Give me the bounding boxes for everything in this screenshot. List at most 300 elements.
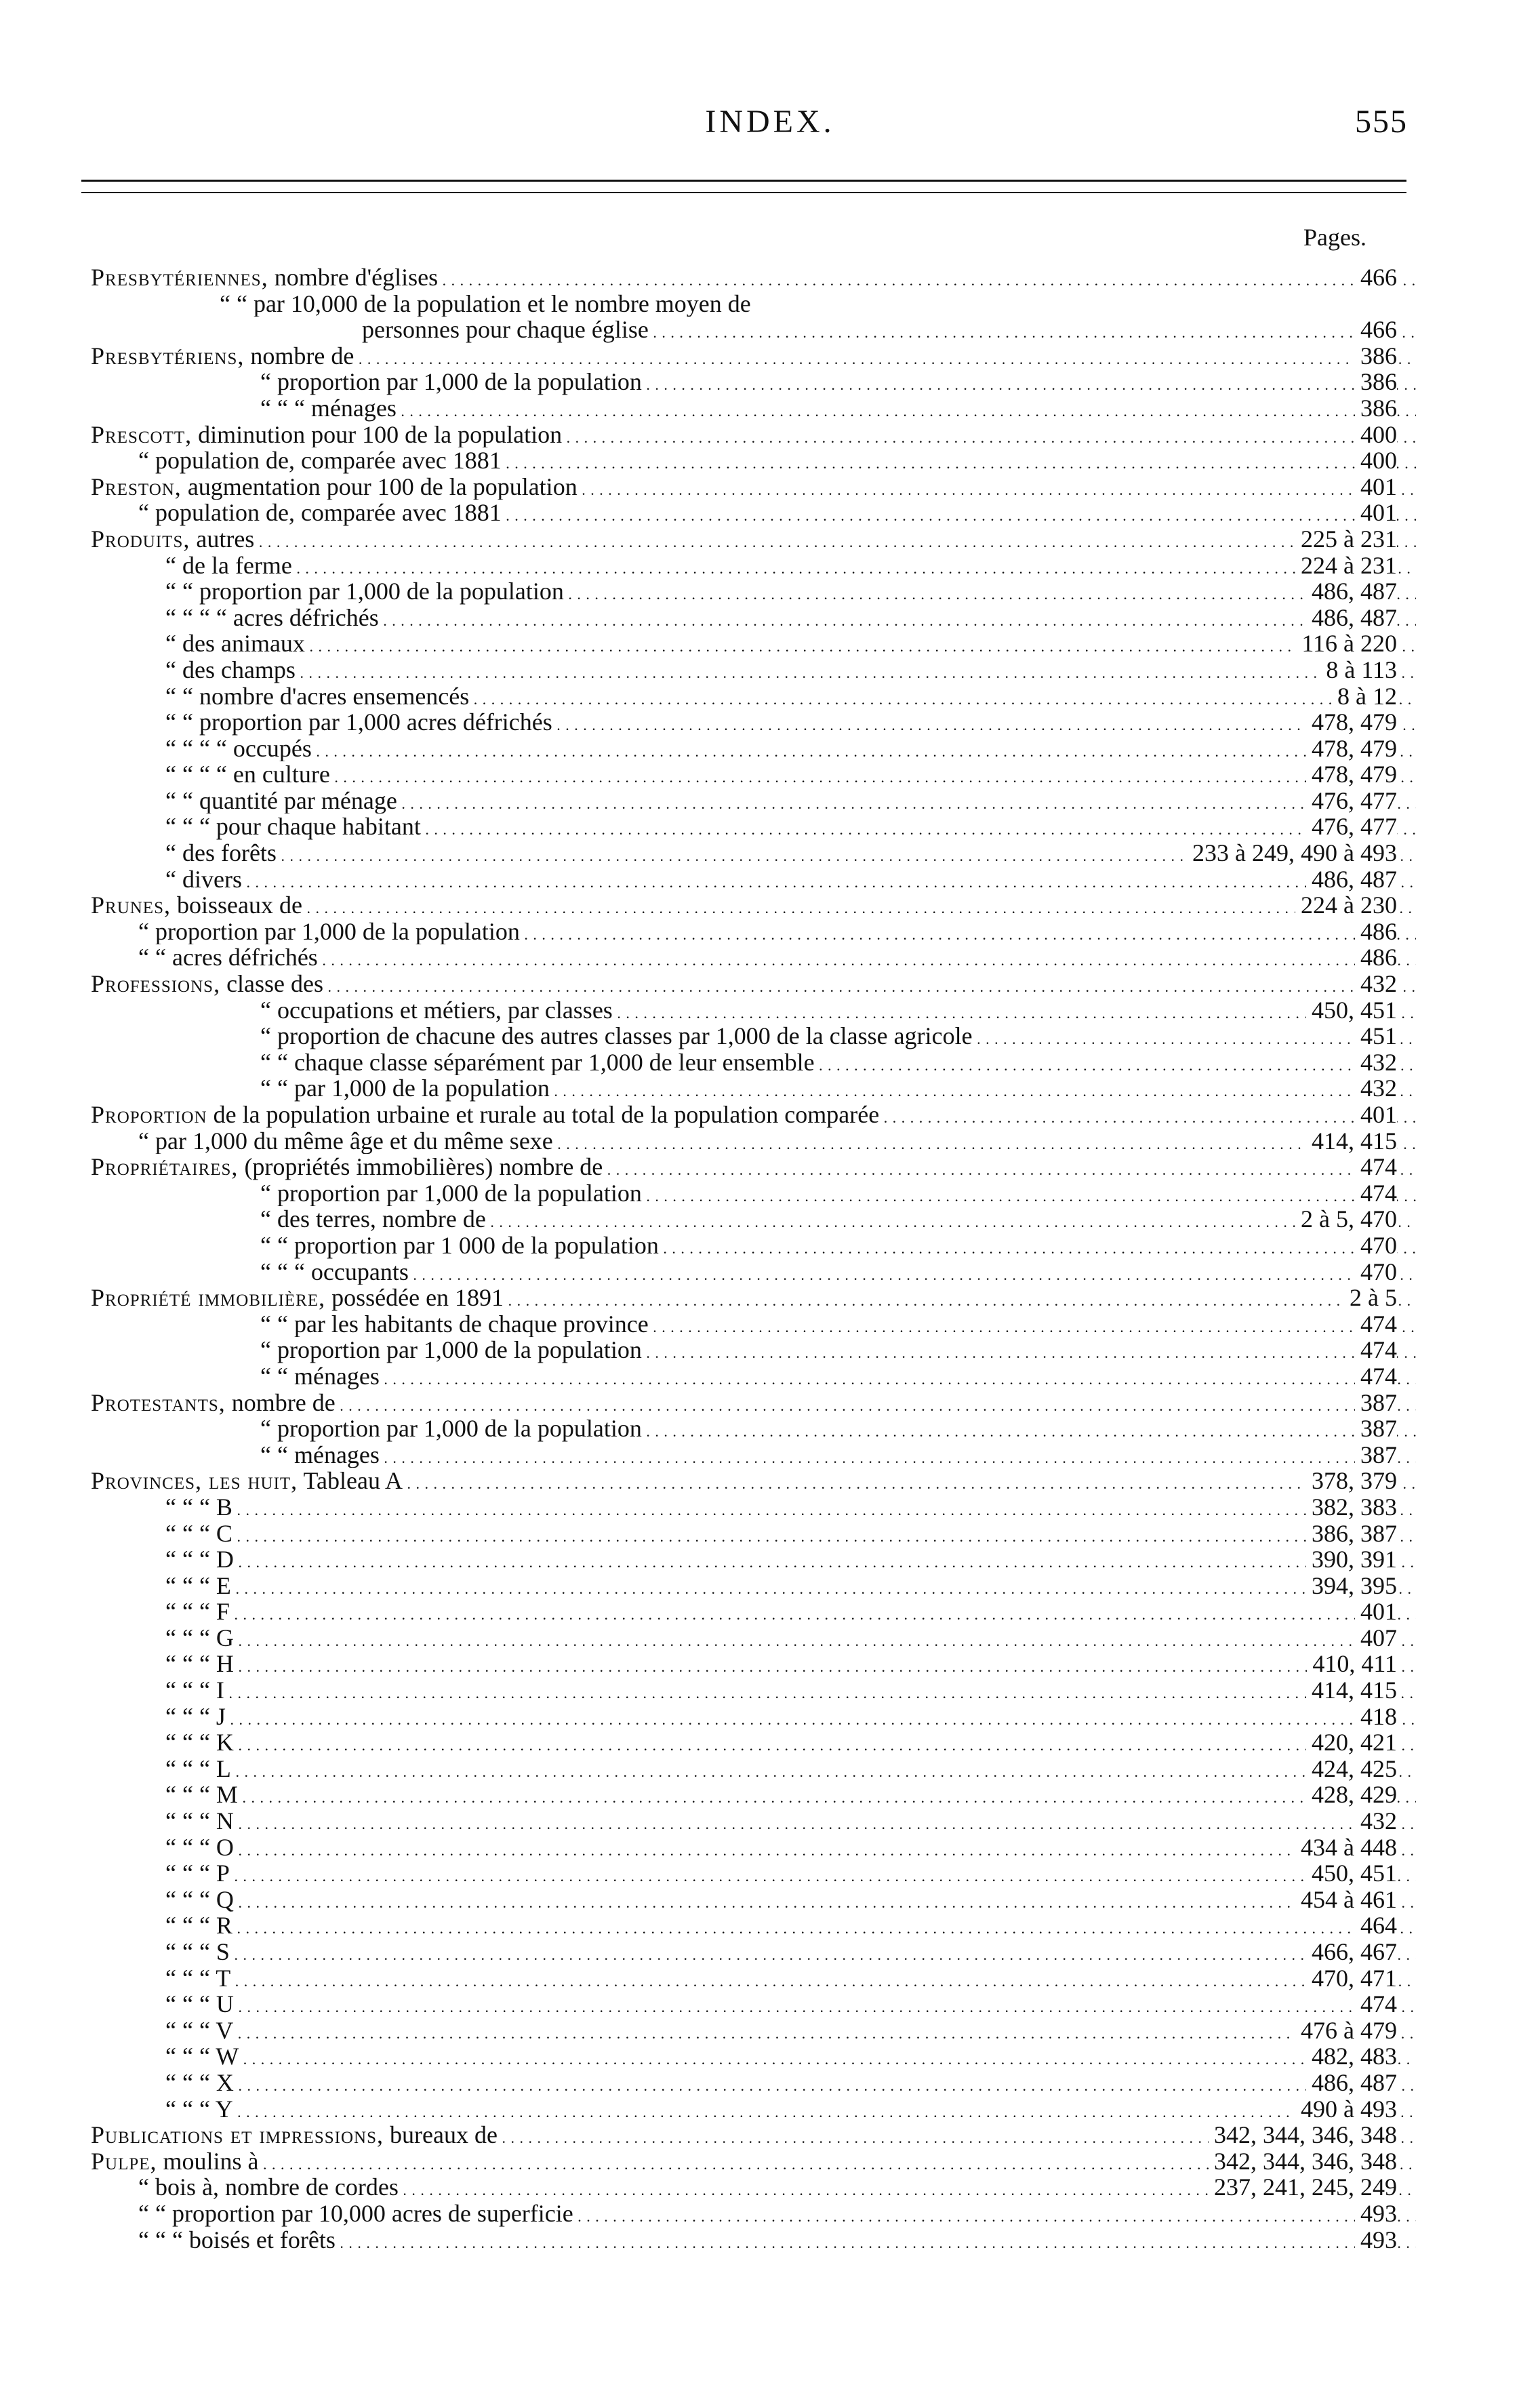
entry-subject: diminution pour 100 de la population — [198, 421, 563, 448]
entry-subject: “ “ “ occupants — [260, 1258, 409, 1285]
index-entry — [91, 2201, 1416, 2227]
entry-text-line — [91, 866, 1416, 893]
entry-text-line — [91, 1991, 1416, 2017]
index-entry — [91, 2070, 1416, 2096]
index-entry — [91, 1442, 1416, 1468]
entry-text-line — [91, 1546, 1416, 1573]
entry-text-line — [91, 1808, 1416, 1834]
index-entry — [91, 866, 1416, 893]
index-entry — [91, 814, 1416, 840]
entry-subject: “ “ chaque classe séparément par 1,000 de leur ensemble — [260, 1049, 815, 1076]
index-entry — [91, 1677, 1416, 1704]
entry-page-ref: 386, 387 — [1306, 1521, 1397, 1547]
entry-text-line — [91, 1860, 1416, 1887]
entry-page-ref: 428, 429 — [1306, 1782, 1397, 1808]
entry-heading: Prunes, — [91, 892, 171, 919]
entry-text-line — [91, 1651, 1416, 1677]
entry-subject: Tableau A — [303, 1468, 403, 1494]
entry-page-ref: 466 — [1355, 317, 1397, 343]
index-entry — [91, 578, 1416, 605]
index-entry — [91, 1049, 1416, 1076]
entry-subject: nombre de — [250, 342, 354, 369]
entry-page-ref: 401 — [1355, 474, 1397, 500]
index-entry — [91, 1494, 1416, 1521]
entry-page-ref: 478, 479 — [1306, 709, 1397, 736]
index-entry — [91, 526, 1416, 553]
entry-subject: “ des champs — [165, 656, 296, 683]
entry-page-ref: 400 — [1355, 422, 1397, 448]
entry-page-ref: 454 à 461 — [1295, 1887, 1397, 1913]
entry-text-line — [91, 2227, 1416, 2253]
entry-text-line — [91, 1704, 1416, 1730]
index-entry — [91, 343, 1416, 369]
entry-page-ref: 486, 487 — [1306, 578, 1397, 605]
entry-text-line — [91, 1573, 1416, 1599]
entry-page-ref: 493 — [1355, 2201, 1397, 2227]
entry-subject: bureaux de — [390, 2122, 498, 2148]
index-entry — [91, 1599, 1416, 1625]
index-entry — [91, 1285, 1416, 1311]
entry-subject: “ “ proportion par 1,000 de la population — [165, 578, 564, 605]
index-entry — [91, 761, 1416, 788]
entry-page-ref: 478, 479 — [1306, 761, 1397, 788]
entry-text-line — [91, 2096, 1416, 2123]
entry-text-line — [91, 1782, 1416, 1808]
entry-subject: “ proportion par 1,000 de la population — [260, 1180, 642, 1207]
entry-page-ref: 478, 479 — [1306, 736, 1397, 762]
entry-page-ref: 474 — [1355, 1180, 1397, 1207]
entry-subject: “ population de, comparée avec 1881 — [138, 500, 502, 526]
entry-subject: moulins à — [163, 2148, 259, 2175]
entry-subject: “ occupations et métiers, par classes — [260, 997, 613, 1024]
index-entry — [91, 1808, 1416, 1834]
index-entry — [91, 2122, 1416, 2148]
entry-text-line — [91, 1154, 1416, 1180]
entry-text-line — [91, 1390, 1416, 1416]
index-entry — [91, 1860, 1416, 1887]
entry-text-line — [91, 997, 1416, 1024]
entry-text-line — [91, 264, 1416, 291]
entry-text-line — [91, 1259, 1416, 1285]
index-entry — [91, 736, 1416, 762]
entry-subject: “ proportion par 1,000 de la population — [260, 1337, 642, 1363]
entry-text-line — [91, 761, 1416, 788]
entry-page-ref: 434 à 448 — [1295, 1834, 1397, 1861]
entry-text-line — [91, 422, 1416, 448]
entry-page-ref: 482, 483 — [1306, 2043, 1397, 2070]
entry-text-line — [91, 1232, 1416, 1259]
index-entry — [91, 447, 1416, 474]
entry-page-ref: 386 — [1355, 369, 1397, 395]
index-entry — [91, 1704, 1416, 1730]
index-entry — [91, 1075, 1416, 1102]
entry-text-line — [91, 578, 1416, 605]
entry-page-ref: 476, 477 — [1306, 814, 1397, 840]
entry-subject: “ “ “ Q — [165, 1886, 234, 1913]
entry-subject: “ “ ménages — [260, 1363, 380, 1390]
index-entry — [91, 2227, 1416, 2253]
index-entry — [91, 944, 1416, 971]
entry-page-ref: 486, 487 — [1306, 2070, 1397, 2096]
index-entry — [91, 1887, 1416, 1913]
entry-page-ref: 486, 487 — [1306, 866, 1397, 893]
entry-subject: (propriétés immobilières) nombre de — [244, 1154, 603, 1180]
entry-subject: “ “ “ H — [165, 1651, 234, 1678]
index-entry — [91, 1232, 1416, 1259]
entry-subject: “ bois à, nombre de cordes — [138, 2174, 399, 2201]
entry-page-ref: 470, 471 — [1306, 1965, 1397, 1992]
entry-subject: “ “ “ boisés et forêts — [138, 2226, 336, 2253]
entry-subject: “ divers — [165, 866, 242, 893]
entry-text-line — [91, 657, 1416, 683]
entry-page-ref: 464 — [1355, 1912, 1397, 1939]
entry-subject: “ “ “ O — [165, 1834, 234, 1861]
entry-subject: “ “ “ P — [165, 1860, 230, 1887]
index-entry — [91, 788, 1416, 814]
entry-page-ref: 466 — [1355, 264, 1397, 291]
entry-page-ref: 2 à 5, 470 — [1295, 1206, 1397, 1232]
entry-text-line — [91, 1102, 1416, 1128]
entry-heading: Professions, — [91, 971, 221, 997]
entry-text-line — [91, 474, 1416, 500]
entry-heading: Presbytériens, — [91, 342, 245, 369]
entry-text-line — [91, 971, 1416, 997]
index-entry — [91, 709, 1416, 736]
entry-page-ref: 424, 425 — [1306, 1756, 1397, 1782]
entry-page-ref: 414, 415 — [1306, 1128, 1397, 1155]
entry-page-ref: 432 — [1355, 1808, 1397, 1834]
index-entry — [91, 1573, 1416, 1599]
entry-subject: “ proportion par 1,000 de la population — [138, 918, 520, 945]
entry-page-ref: 342, 344, 346, 348 — [1209, 2122, 1397, 2148]
entry-text-line — [91, 630, 1416, 657]
entry-subject: “ des animaux — [165, 630, 305, 657]
pages-column-heading: Pages. — [1303, 224, 1366, 251]
index-list — [91, 264, 1416, 2253]
entry-heading: Propriété immobilière, — [91, 1285, 326, 1311]
index-entry — [91, 1468, 1416, 1494]
entry-page-ref: 400 — [1355, 447, 1397, 474]
index-entry — [91, 1390, 1416, 1416]
entry-page-ref: 116 à 220 — [1296, 630, 1397, 657]
entry-subject: “ “ “ S — [165, 1939, 230, 1965]
entry-text-line — [91, 788, 1416, 814]
entry-text-line — [91, 1677, 1416, 1704]
index-entry — [91, 1965, 1416, 1992]
entry-heading: Propriétaires, — [91, 1154, 239, 1180]
entry-heading: Proportion — [91, 1102, 207, 1128]
entry-page-ref: 224 à 231 — [1295, 553, 1397, 579]
entry-subject: “ “ “ pour chaque habitant — [165, 814, 421, 841]
entry-subject: nombre de — [231, 1389, 336, 1416]
entry-page-ref: 451 — [1355, 1023, 1397, 1049]
index-entry — [91, 2174, 1416, 2201]
entry-text-line — [91, 447, 1416, 474]
index-entry — [91, 369, 1416, 395]
index-entry — [91, 1991, 1416, 2017]
entry-text-line — [91, 1442, 1416, 1468]
index-entry — [91, 1206, 1416, 1232]
index-entry — [91, 1521, 1416, 1547]
index-entry — [91, 553, 1416, 579]
entry-subject: “ “ “ X — [165, 2069, 234, 2096]
entry-page-ref: 386 — [1355, 395, 1397, 422]
entry-page-ref: 450, 451 — [1306, 997, 1397, 1024]
entry-page-ref: 387 — [1355, 1442, 1397, 1468]
entry-page-ref: 474 — [1355, 1363, 1397, 1390]
entry-page-ref: 2 à 5 — [1344, 1285, 1397, 1311]
entry-text-line — [91, 2043, 1416, 2070]
entry-text-line — [91, 343, 1416, 369]
index-entry — [91, 630, 1416, 657]
entry-subject: “ “ “ E — [165, 1572, 231, 1599]
entry-page-ref: 8 à 113 — [1320, 657, 1397, 683]
entry-subject: “ “ “ U — [165, 1991, 234, 2017]
entry-text-line — [91, 1337, 1416, 1363]
index-entry — [91, 474, 1416, 500]
entry-text-line — [91, 553, 1416, 579]
index-entry — [91, 500, 1416, 526]
index-entry — [91, 1912, 1416, 1939]
entry-page-ref: 476, 477 — [1306, 788, 1397, 814]
entry-text-line — [91, 1049, 1416, 1076]
entry-subject: autres — [196, 525, 255, 553]
entry-page-ref: 432 — [1355, 1075, 1397, 1102]
entry-page-ref: 470 — [1355, 1259, 1397, 1285]
entry-text-line — [91, 605, 1416, 631]
entry-text-line — [91, 1285, 1416, 1311]
entry-subject: “ “ “ F — [165, 1599, 230, 1625]
entry-page-ref: 490 à 493 — [1295, 2096, 1397, 2123]
index-entry — [91, 1416, 1416, 1442]
entry-subject: “ “ “ G — [165, 1624, 234, 1651]
index-entry — [91, 892, 1416, 919]
entry-subject: “ “ “ N — [165, 1808, 234, 1834]
entry-text-line — [91, 500, 1416, 526]
entry-page-ref: 474 — [1355, 1311, 1397, 1338]
index-entry — [91, 840, 1416, 866]
entry-page-ref: 466, 467 — [1306, 1939, 1397, 1965]
entry-text-line — [91, 1599, 1416, 1625]
index-entry — [91, 997, 1416, 1024]
entry-text-line — [91, 892, 1416, 919]
index-entry — [91, 1311, 1416, 1338]
index-entry — [91, 1128, 1416, 1155]
entry-text-line — [91, 1912, 1416, 1939]
entry-subject: augmentation pour 100 de la population — [187, 473, 578, 500]
entry-subject: “ “ quantité par ménage — [165, 787, 397, 814]
entry-heading: Publications et impressions, — [91, 2122, 384, 2148]
entry-text-line — [91, 1939, 1416, 1965]
index-entry — [91, 1546, 1416, 1573]
entry-text-line — [91, 1965, 1416, 1992]
entry-subject: “ proportion de chacune des autres classes par 1,000 de la classe agricole — [260, 1023, 973, 1049]
entry-subject: “ “ par 1,000 de la population — [260, 1075, 550, 1102]
entry-page-ref: 470 — [1355, 1232, 1397, 1259]
entry-subject: “ “ “ “ occupés — [165, 735, 312, 762]
entry-subject: “ de la ferme — [165, 552, 292, 579]
entry-page-ref: 382, 383 — [1306, 1494, 1397, 1521]
entry-text-line — [91, 1756, 1416, 1782]
entry-subject: “ “ “ ménages — [260, 395, 397, 422]
entry-subject: “ “ proportion par 10,000 acres de superficie — [138, 2200, 573, 2227]
entry-subject: nombre d'églises — [274, 264, 439, 291]
index-entry — [91, 683, 1416, 710]
index-entry — [91, 1154, 1416, 1180]
entry-heading: Produits, — [91, 525, 190, 553]
entry-subject: “ “ “ W — [165, 2043, 239, 2070]
entry-page-ref: 407 — [1355, 1625, 1397, 1651]
entry-page-ref: 237, 241, 245, 249 — [1209, 2174, 1397, 2201]
entry-subject: “ population de, comparée avec 1881 — [138, 447, 502, 474]
entry-page-ref: 493 — [1355, 2227, 1397, 2253]
entry-subject: personnes pour chaque église — [362, 317, 649, 343]
entry-subject: “ “ proportion par 1 000 de la population — [260, 1232, 659, 1259]
entry-text-line — [91, 1023, 1416, 1049]
entry-text-line — [91, 709, 1416, 736]
entry-page-ref: 342, 344, 346, 348 — [1209, 2148, 1397, 2175]
entry-page-ref: 387 — [1355, 1390, 1397, 1416]
entry-subject: “ “ “ I — [165, 1677, 224, 1704]
entry-text-line — [91, 1363, 1416, 1390]
entry-subject: “ “ “ C — [165, 1520, 232, 1547]
entry-text-line — [91, 1468, 1416, 1494]
entry-text-line — [91, 814, 1416, 840]
index-entry — [91, 919, 1416, 945]
index-entry — [91, 1834, 1416, 1861]
entry-page-ref: 474 — [1355, 1337, 1397, 1363]
entry-subject: “ “ “ M — [165, 1782, 238, 1809]
index-entry — [91, 2096, 1416, 2123]
index-entry — [91, 971, 1416, 997]
entry-text-line — [91, 1834, 1416, 1861]
index-entry — [91, 657, 1416, 683]
index-entry — [91, 1651, 1416, 1677]
entry-text-line — [91, 1180, 1416, 1207]
header-rule-thick — [81, 180, 1406, 182]
entry-heading: Provinces, les huit, — [91, 1468, 298, 1494]
entry-subject: boisseaux de — [176, 892, 302, 919]
entry-subject: “ “ nombre d'acres ensemencés — [165, 683, 470, 710]
index-entry — [91, 291, 1416, 317]
entry-text-line — [91, 919, 1416, 945]
index-entry — [91, 1782, 1416, 1808]
entry-subject: “ proportion par 1,000 de la population — [260, 1416, 642, 1442]
entry-page-ref: 387 — [1355, 1416, 1397, 1442]
entry-page-ref: 476 à 479 — [1295, 2017, 1397, 2044]
entry-subject: “ des terres, nombre de — [260, 1206, 486, 1232]
entry-page-ref: 450, 451 — [1306, 1860, 1397, 1887]
entry-heading: Preston, — [91, 473, 182, 500]
entry-page-ref: 224 à 230 — [1295, 892, 1397, 919]
entry-text-line — [91, 1729, 1416, 1756]
entry-page-ref: 8 à 12 — [1332, 683, 1397, 710]
entry-page-ref: 233 à 249, 490 à 493 — [1187, 840, 1397, 866]
entry-text-line — [91, 2201, 1416, 2227]
entry-subject: “ “ “ “ acres défrichés — [165, 604, 379, 631]
entry-heading: Protestants, — [91, 1389, 226, 1416]
entry-page-ref: 378, 379 — [1306, 1468, 1397, 1494]
running-title: INDEX. — [705, 104, 835, 140]
entry-subject: “ par 1,000 du même âge et du même sexe — [138, 1127, 553, 1155]
entry-page-ref: 401 — [1355, 1102, 1397, 1128]
index-entry — [91, 2017, 1416, 2044]
entry-subject: “ “ “ T — [165, 1965, 231, 1992]
index-entry — [91, 1102, 1416, 1128]
entry-page-ref: 486, 487 — [1306, 605, 1397, 631]
index-entry — [91, 1259, 1416, 1285]
entry-subject: “ “ “ B — [165, 1493, 232, 1521]
entry-subject: “ “ par 10,000 de la population et le nombre moyen de — [220, 290, 751, 317]
entry-page-ref: 486 — [1355, 919, 1397, 945]
index-entry — [91, 1337, 1416, 1363]
entry-heading: Presbytériennes, — [91, 264, 268, 291]
entry-text-line — [91, 1416, 1416, 1442]
index-entry — [91, 1363, 1416, 1390]
entry-subject: “ “ par les habitants de chaque province — [260, 1310, 649, 1338]
entry-page-ref: 401 — [1355, 1599, 1397, 1625]
index-entry — [91, 264, 1416, 291]
entry-page-ref: 386 — [1355, 343, 1397, 369]
entry-subject: “ “ “ Y — [165, 2095, 233, 2123]
entry-subject: de la population urbaine et rurale au total de la population comparée — [213, 1102, 880, 1128]
index-entry — [91, 395, 1416, 422]
index-entry — [91, 1180, 1416, 1207]
entry-text-line — [91, 369, 1416, 395]
entry-page-ref: 414, 415 — [1306, 1677, 1397, 1704]
entry-heading: Prescott, — [91, 421, 192, 448]
entry-text-line — [91, 395, 1416, 422]
entry-subject: “ “ “ V — [165, 2017, 234, 2044]
entry-page-ref: 418 — [1355, 1704, 1397, 1730]
entry-text-line — [91, 1494, 1416, 1521]
entry-text-line — [91, 2070, 1416, 2096]
entry-page-ref: 225 à 231 — [1295, 526, 1397, 553]
index-entry — [91, 2148, 1416, 2175]
entry-subject: “ “ “ R — [165, 1912, 232, 1939]
index-entry — [91, 1939, 1416, 1965]
entry-page-ref: 390, 391 — [1306, 1546, 1397, 1573]
entry-subject: possédée en 1891 — [331, 1285, 504, 1311]
entry-page-ref: 432 — [1355, 1049, 1397, 1076]
entry-page-ref: 474 — [1355, 1991, 1397, 2017]
entry-page-ref: 432 — [1355, 971, 1397, 997]
entry-text-line — [91, 2017, 1416, 2044]
page-number: 555 — [1355, 104, 1408, 140]
index-entry — [91, 2043, 1416, 2070]
entry-text-line — [91, 1128, 1416, 1155]
header-rule-thin — [81, 192, 1406, 193]
index-entry — [91, 1756, 1416, 1782]
entry-subject: “ “ ménages — [260, 1441, 380, 1468]
entry-page-ref: 394, 395 — [1306, 1573, 1397, 1599]
entry-subject: classe des — [226, 971, 324, 997]
entry-subject: “ des forêts — [165, 840, 277, 866]
entry-text-line — [91, 683, 1416, 710]
entry-page-ref: 420, 421 — [1306, 1729, 1397, 1756]
entry-heading: Pulpe, — [91, 2148, 157, 2175]
entry-subject: “ “ “ L — [165, 1755, 231, 1782]
entry-subject: “ proportion par 1,000 de la population — [260, 369, 642, 395]
entry-page-ref: 410, 411 — [1307, 1651, 1397, 1677]
entry-text-line — [91, 526, 1416, 553]
entry-text-line — [91, 1521, 1416, 1547]
entry-text-line — [91, 1887, 1416, 1913]
entry-subject: “ “ “ “ en culture — [165, 761, 330, 788]
entry-subject: “ “ acres défrichés — [138, 944, 318, 971]
entry-text-line — [91, 1206, 1416, 1232]
index-entry — [91, 605, 1416, 631]
